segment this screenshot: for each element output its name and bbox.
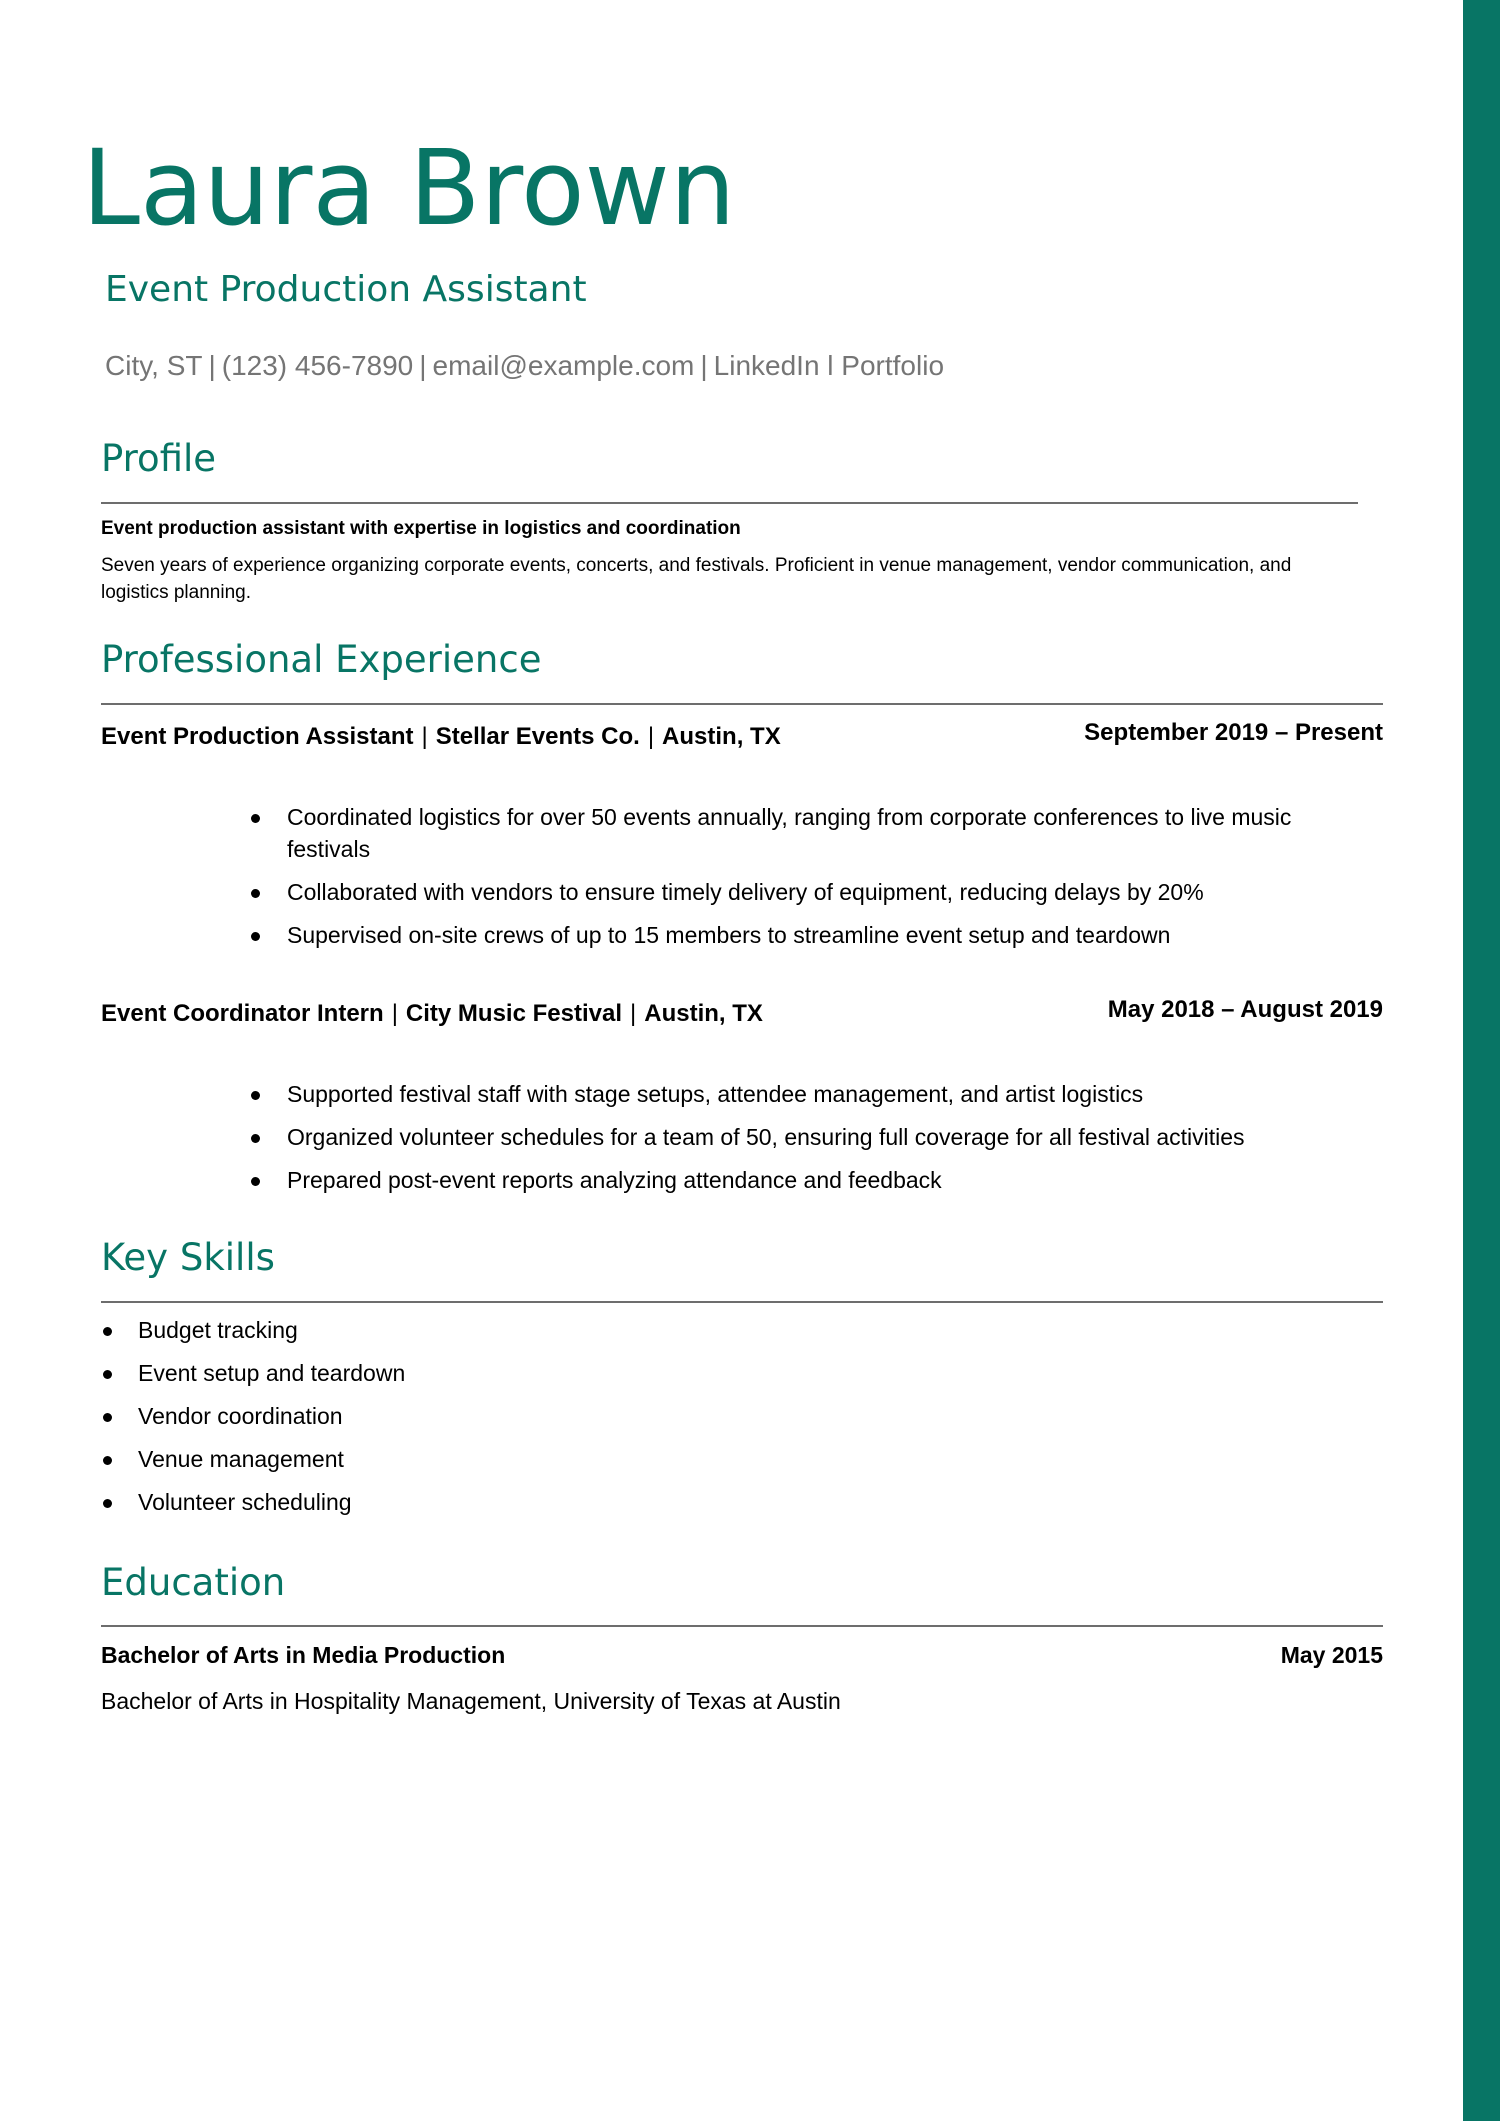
education-divider <box>101 1625 1383 1627</box>
list-item <box>251 919 1341 951</box>
list-item <box>251 1164 1341 1196</box>
job-dates: May 2018 – August 2019 <box>1107 996 1383 1023</box>
skill-text: Volunteer scheduling <box>138 1489 352 1515</box>
bullet-icon <box>251 1177 260 1186</box>
experience-divider <box>101 703 1383 705</box>
skill-text: Venue management <box>138 1446 344 1472</box>
job-company: Stellar Events Co. <box>435 723 640 750</box>
job-bullet-list <box>251 801 1341 962</box>
job-role: Event Coordinator Intern <box>101 1000 384 1027</box>
profile-divider <box>101 502 1358 504</box>
job-company: City Music Festival <box>405 1000 622 1027</box>
contact-separator: | <box>700 350 708 381</box>
list-item <box>103 1486 803 1518</box>
bullet-icon <box>103 1327 112 1336</box>
list-item <box>251 801 1341 865</box>
candidate-name: Laura Brown <box>82 127 736 249</box>
bullet-text: Supervised on-site crews of up to 15 members to streamline event setup and teardown <box>287 922 1171 948</box>
job-separator: | <box>647 723 655 750</box>
education-detail: Bachelor of Arts in Hospitality Management, University of Texas at Austin <box>101 1688 841 1714</box>
experience-heading: Professional Experience <box>101 638 542 681</box>
profile-subtitle: Event production assistant with expertise in logistics and coordination <box>101 518 741 539</box>
contact-links: LinkedIn l Portfolio <box>713 350 945 381</box>
list-item <box>103 1443 803 1475</box>
education-degree: Bachelor of Arts in Media Production <box>101 1642 506 1668</box>
skill-text: Budget tracking <box>138 1317 298 1343</box>
profile-summary: Seven years of experience organizing corporate events, concerts, and festivals. Proficient in venue management, vendor communication, and logistics planning. <box>101 555 1292 603</box>
list-item <box>251 1121 1341 1153</box>
education-heading: Education <box>101 1561 286 1604</box>
accent-sidebar <box>1463 0 1500 2121</box>
bullet-text: Coordinated logistics for over 50 events annually, ranging from corporate conferences to live music festivals <box>287 804 1292 862</box>
bullet-icon <box>103 1413 112 1422</box>
list-item <box>251 876 1341 908</box>
job-header <box>101 993 1383 1027</box>
candidate-title: Event Production Assistant <box>105 269 587 310</box>
skills-divider <box>101 1301 1383 1303</box>
contact-phone: (123) 456-7890 <box>221 350 414 381</box>
bullet-icon <box>251 1134 260 1143</box>
bullet-icon <box>103 1370 112 1379</box>
list-item <box>103 1314 803 1346</box>
bullet-text: Organized volunteer schedules for a team of 50, ensuring full coverage for all festival activities <box>287 1124 1245 1150</box>
education-header <box>101 1640 1383 1670</box>
job-header <box>101 716 1383 750</box>
bullet-icon <box>251 889 260 898</box>
bullet-text: Collaborated with vendors to ensure timely delivery of equipment, reducing delays by 20% <box>287 879 1204 905</box>
bullet-icon <box>251 932 260 941</box>
contact-separator: | <box>419 350 427 381</box>
job-location: Austin, TX <box>644 1000 763 1027</box>
job-location: Austin, TX <box>662 723 781 750</box>
list-item <box>103 1400 803 1432</box>
bullet-text: Prepared post-event reports analyzing attendance and feedback <box>287 1167 942 1193</box>
skills-list <box>103 1314 803 1529</box>
contact-separator: | <box>208 350 216 381</box>
list-item <box>251 1078 1341 1110</box>
job-separator: | <box>391 1000 398 1027</box>
job-separator: | <box>630 1000 637 1027</box>
job-bullet-list <box>251 1078 1341 1207</box>
skills-heading: Key Skills <box>101 1236 275 1279</box>
profile-heading: Profile <box>101 437 217 480</box>
job-role-line <box>101 722 781 752</box>
contact-email: email@example.com <box>432 350 695 381</box>
job-role: Event Production Assistant <box>101 723 414 750</box>
job-separator: | <box>421 723 428 750</box>
bullet-icon <box>251 814 260 823</box>
bullet-text: Supported festival staff with stage setups, attendee management, and artist logistics <box>287 1081 1144 1107</box>
contact-location: City, ST <box>105 350 203 381</box>
skill-text: Event setup and teardown <box>138 1360 406 1386</box>
skill-text: Vendor coordination <box>138 1403 343 1429</box>
bullet-icon <box>103 1456 112 1465</box>
list-item <box>103 1357 803 1389</box>
job-role-line <box>101 999 763 1029</box>
bullet-icon <box>103 1499 112 1508</box>
education-date: May 2015 <box>1280 1642 1383 1668</box>
bullet-icon <box>251 1091 260 1100</box>
contact-line <box>105 348 944 384</box>
job-dates: September 2019 – Present <box>1084 719 1383 746</box>
